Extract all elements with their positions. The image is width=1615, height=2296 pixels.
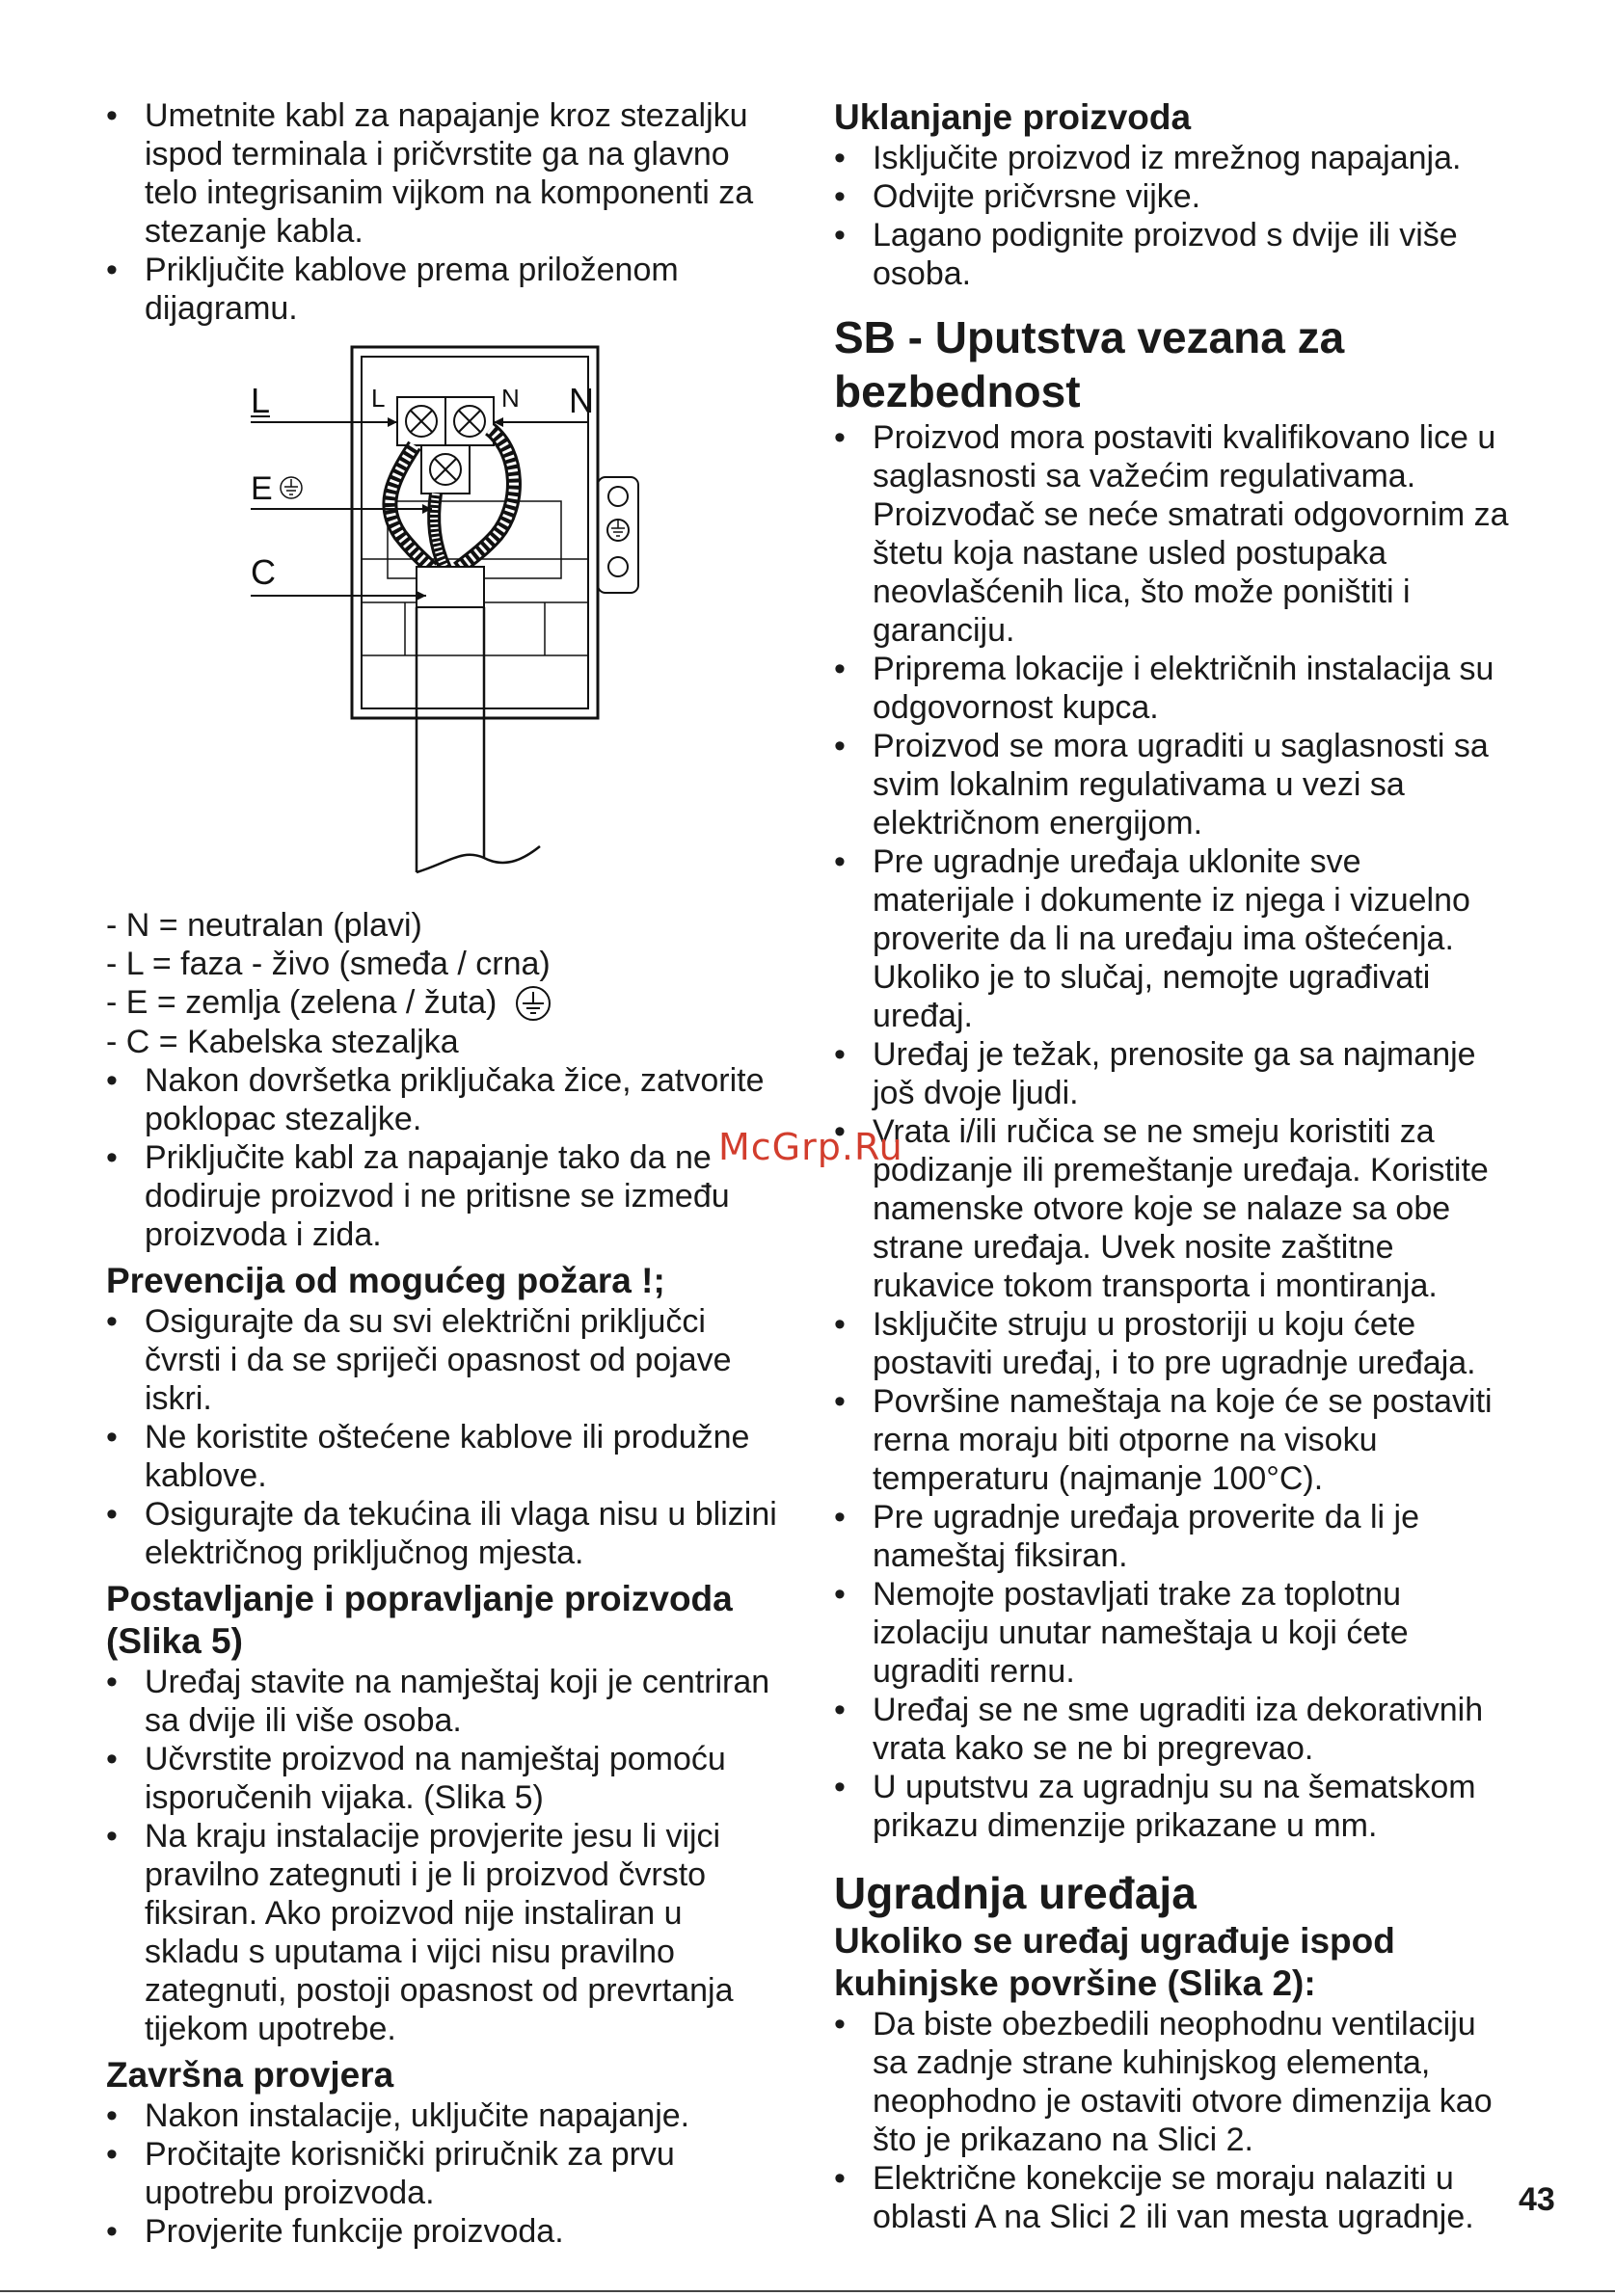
list-item: • Površine nameštaja na koje će se postaviti rerna moraju biti otporne na visoku temperaturu (najmanje 100°C). bbox=[834, 1382, 1509, 1498]
installation-list bbox=[834, 2005, 1509, 2236]
bottom-divider bbox=[0, 2290, 1615, 2292]
diagram-box-label-n: N bbox=[501, 384, 520, 413]
diagram-label-l: L bbox=[251, 381, 271, 420]
list-item: • Osigurajte da tekućina ili vlaga nisu u blizini električnog priključnog mjesta. bbox=[106, 1495, 781, 1572]
list-item: • Isključite proizvod iz mrežnog napajanja. bbox=[834, 139, 1509, 177]
diagram-label-c: C bbox=[251, 552, 276, 592]
list-item: • Isključite struju u prostoriji u koju ćete postaviti uređaj, i to pre ugradnje uređaja. bbox=[834, 1305, 1509, 1382]
placing-list bbox=[106, 1663, 781, 2048]
list-item bbox=[106, 983, 781, 1023]
removal-heading: Uklanjanje proizvoda bbox=[834, 97, 1192, 137]
cable-clamp bbox=[417, 567, 484, 607]
legend-list bbox=[106, 906, 781, 1061]
list-item: • Provjerite funkcije proizvoda. bbox=[106, 2212, 781, 2251]
diagram-label-e: E bbox=[251, 470, 273, 507]
list-item: • Lagano podignite proizvod s dvije ili više osoba. bbox=[834, 216, 1509, 293]
list-item: • Priprema lokacije i električnih instalacija su odgovornost kupca. bbox=[834, 650, 1509, 727]
wiring-diagram bbox=[174, 337, 733, 896]
list-item: • Učvrstite proizvod na namještaj pomoću isporučenih vijaka. (Slika 5) bbox=[106, 1740, 781, 1817]
list-item: • Proizvod mora postaviti kvalifikovano lice u saglasnosti sa važećim regulativama. Proizvođač se neće smatrati odgovornim za štetu koja nastane usled postupaka neovlašćenih lica, što može poništiti i garanciju. bbox=[834, 418, 1509, 650]
installation-subheading: Ukoliko se uređaj ugrađuje ispod kuhinjske površine (Slika 2): bbox=[834, 1921, 1395, 2003]
list-item: • Proizvod se mora ugraditi u saglasnosti sa svim lokalnim regulativama u vezi sa električnom energijom. bbox=[834, 727, 1509, 842]
fire-heading: Prevencija od mogućeg požara !; bbox=[106, 1261, 665, 1300]
list-item: • Električne konekcije se moraju nalaziti u oblasti A na Slici 2 ili van mesta ugradnje. bbox=[834, 2159, 1509, 2236]
left-column bbox=[106, 96, 781, 2251]
list-item: • Osigurajte da su svi električni priključci čvrsti i da se spriječi opasnost od pojave iskri. bbox=[106, 1302, 781, 1418]
list-item: • Priključite kablove prema priloženom dijagramu. bbox=[106, 251, 781, 328]
list-item: • Nakon instalacije, uključite napajanje. bbox=[106, 2096, 781, 2135]
removal-list bbox=[834, 139, 1509, 293]
list-item: • Odvijte pričvrsne vijke. bbox=[834, 177, 1509, 216]
list-item: • Nakon dovršetka priključaka žice, zatvorite poklopac stezaljke. bbox=[106, 1061, 781, 1138]
list-item: • Priključite kabl za napajanje tako da ne dodiruje proizvod i ne pritisne se između proizvoda i zida. bbox=[106, 1138, 781, 1254]
list-item: • Pre ugradnje uređaja proverite da li je nameštaj fiksiran. bbox=[834, 1498, 1509, 1575]
list-item: • U uputstvu za ugradnju su na šematskom prikazu dimenzije prikazane u mm. bbox=[834, 1768, 1509, 1845]
list-item: - L = faza - živo (smeđa / crna) bbox=[106, 946, 551, 982]
after-list bbox=[106, 1061, 781, 1254]
right-column bbox=[834, 96, 1509, 2236]
watermark: McGrp.Ru bbox=[718, 1126, 903, 1168]
list-item: • Uređaj se ne sme ugraditi iza dekorativnih vrata kako se ne bi pregrevao. bbox=[834, 1691, 1509, 1768]
list-item: - C = Kabelska stezaljka bbox=[106, 1024, 459, 1060]
fire-list bbox=[106, 1302, 781, 1572]
list-item: • Nemojte postavljati trake za toplotnu izolaciju unutar nameštaja u koji ćete ugraditi rernu. bbox=[834, 1575, 1509, 1691]
list-item: • Da biste obezbedili neophodnu ventilaciju sa zadnje strane kuhinjskog elementa, neophodno je ostaviti otvore dimenzija kao što je prikazano na Slici 2. bbox=[834, 2005, 1509, 2159]
diagram-box-label-l: L bbox=[371, 384, 386, 413]
installation-heading: Ugradnja uređaja bbox=[834, 1868, 1197, 1918]
list-item: • Ne koristite oštećene kablove ili produžne kablove. bbox=[106, 1418, 781, 1495]
earth-icon bbox=[514, 984, 552, 1023]
page-number: 43 bbox=[1519, 2181, 1555, 2218]
list-item: • Uređaj je težak, prenosite ga sa najmanje još dvoje ljudi. bbox=[834, 1035, 1509, 1112]
placing-heading: Postavljanje i popravljanje proizvoda (Slika 5) bbox=[106, 1579, 733, 1661]
list-item: • Uređaj stavite na namještaj koji je centriran sa dvije ili više osoba. bbox=[106, 1663, 781, 1740]
intro-list bbox=[106, 96, 781, 328]
safety-list bbox=[834, 418, 1509, 1845]
diagram-label-n: N bbox=[569, 381, 594, 420]
list-item: • Pročitajte korisnički priručnik za prvu upotrebu proizvoda. bbox=[106, 2135, 781, 2212]
final-check-list bbox=[106, 2096, 781, 2251]
final-check-heading: Završna provjera bbox=[106, 2055, 394, 2095]
list-item: • Na kraju instalacije provjerite jesu li vijci pravilno zategnuti i je li proizvod čvrsto fiksiran. Ako proizvod nije instaliran u skladu s uputama i vijci nisu pravilno zategnuti, postoji opasnost od prevrtanja tijekom upotrebe. bbox=[106, 1817, 781, 2048]
legend-text: - E = zemlja (zelena / žuta) bbox=[106, 984, 498, 1021]
list-item: • Vrata i/ili ručica se ne smeju koristiti za podizanje ili premeštanje uređaja. Koristite namenske otvore koje se nalaze sa obe strane uređaja. Uvek nosite zaštitne rukavice tokom transporta i montiranja. bbox=[834, 1112, 1509, 1305]
list-item: • Umetnite kabl za napajanje kroz stezaljku ispod terminala i pričvrstite ga na glavno telo integrisanim vijkom na komponenti za stezanje kabla. bbox=[106, 96, 781, 251]
list-item: • Pre ugradnje uređaja uklonite sve materijale i dokumente iz njega i vizuelno proverite da li na uređaju ima oštećenja. Ukoliko je to slučaj, nemojte ugrađivati uređaj. bbox=[834, 842, 1509, 1035]
safety-heading: SB - Uputstva vezana za bezbednost bbox=[834, 312, 1345, 416]
list-item: - N = neutralan (plavi) bbox=[106, 907, 422, 944]
